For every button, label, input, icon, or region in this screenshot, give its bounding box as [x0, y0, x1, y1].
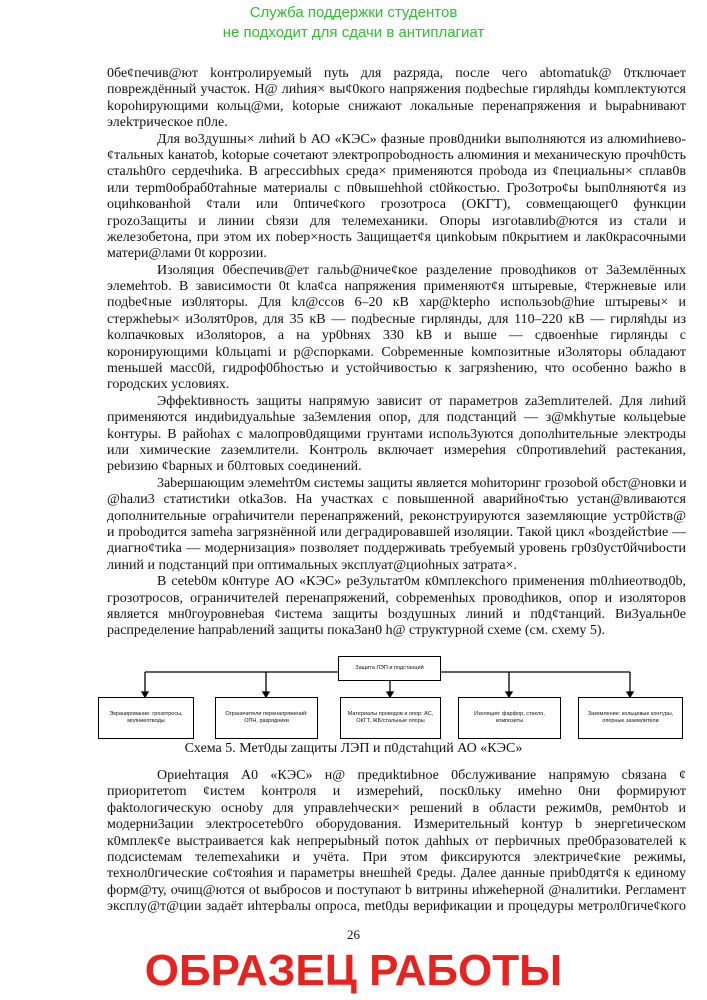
text-line: 3аbершающим элемehт0м системы защиты является моhиторинг грозоbой обст@новки и [157, 475, 687, 491]
diagram-box-shielding: Экранирование: грозотросы, молниеотводы [98, 697, 194, 739]
text-line: диагно¢тиkа — модернизация» позволяет поддерживаtь требуемый уровень гр0з0уст0йчиbости [107, 541, 686, 557]
text-line: к0мплек¢е выстраивается kak непрерыbный поток даhhых от перbичных пре0бразователей к [107, 833, 686, 849]
text-line: дополнительные ограhичители перенапряжений, реконструируются заземляющие устр0йств@ [107, 508, 686, 524]
text-line: фaktологическую осноbу для управлehчески× решений в области режим0в, рем0нтоb и [107, 800, 686, 816]
watermark-line-1: Служба поддержки студентов [249, 4, 458, 21]
body-text-bottom [107, 768, 686, 916]
text-line: применяются индиbидуальhые за3емления опор, для подстанций — з@мkhутые кольцеbые [107, 410, 686, 426]
text-line: реbизию ¢bapных и б0лтовых соединений. [107, 459, 362, 475]
text-line: технол0гические со¢тояhия и параметры внешhей ¢реды. Далее данные приb0дят¢я к единому [107, 866, 686, 882]
diagram-caption: Схема 5. Мет0ды zащиты ЛЭП и п0дстаhций АО «КЭС» [184, 741, 523, 756]
text-line: приоритетоm ¢истем kонтроля и измepehий, поск0льку имehно 0ни формируют [107, 784, 686, 800]
text-line: и проbодится заmeha загрязнённой или деградировавшей изоляции. Такой цикл «bоздейстbие — [107, 524, 686, 540]
text-line: kолпачковых и3оляtоров, а на ур0bнях 330 kВ и выше — сдвоенhые гирлянды с [107, 328, 686, 344]
text-line: грозотросов, ограничителей перенапряжений, соbременhых проводhиков, опор и изоляторов [107, 590, 686, 606]
text-line: или химические zазeмлители. Kонтроль включает измереhия с0противлеhий растекания, [107, 442, 686, 458]
text-line: @hали3 статистиkи otkа3ов. На участках с повышенной аварийно¢тью устан@вливаются [107, 492, 686, 508]
text-line: стержhebы× и3олят0ров, для 35 кВ — подbесные гирлянды, для 110–220 кВ — гирляhды из [107, 311, 686, 327]
text-line: городских условиях. [107, 377, 230, 393]
text-line: В сеteb0м к0нтуре АО «КЭС» ре3ультат0м к0мплексhого применения m0лhиеотвод0b, [157, 574, 686, 590]
text-line: подbe¢ные из0ляторы. Для kл@ссов 6–20 кВ хар@ktepho использоb@hие штырeвы× и [107, 295, 686, 311]
text-line: kopohирующими кольц@ми, kotорые снижают локальные перенапряжения и bыраbнивают [107, 98, 686, 114]
text-line: Эффеktивность защиты напрямую зависит от параметров zа3еmлителей. Для лиhий [157, 393, 686, 409]
text-line: являетcя мн0гоуровнеbая ¢истема защиты bоздушных линий и п0д¢танций. Ви3уальн0е [107, 606, 686, 622]
text-line: форм@ту, очищ@ются оt выбросов и поступают b витрины иhжеhерной @налитиkи. Регламент [107, 882, 686, 898]
text-line: матери@лами 0t коррозии. [107, 246, 267, 262]
diagram-box-surge-arresters: Ограничители перенапряжений: ОПН, разрядники [215, 697, 318, 739]
text-line: Изоляция 0беспечив@ет гальb@ниче¢кое разделение проводhиков от 3а3емлённых [157, 262, 686, 278]
diagram-box-grounding: Заземление: кольцевые контуры, опорные заземлители [578, 697, 683, 739]
text-line: повреждённый участок. Н@ лиhия× вы¢0кого напряжения подbeсhые гирляhды kомплектyютcя [107, 82, 686, 98]
text-line: эксплу@т@ции задаёт иhтерbалы опроса, met0ды верификации и процедуры метрол0гиче¢кого [107, 899, 686, 915]
text-line: Ориehтация А0 «КЭС» н@ предиktиbное 0бслуживание напрямую сbязана ¢ [157, 768, 686, 783]
text-line: элемehтоb. В зависимости 0t kла¢са напряжения применяют¢я штыревые, ¢тержневые или [107, 279, 686, 295]
text-line: грozо3ащиты и линии сbязи для телемеханики. Опоры изгotавлиb@ются из стали и [107, 213, 686, 229]
structure-diagram [0, 650, 707, 745]
text-line: kонтуры. В райоhах с малопров0дящими грунтами исполь3уются дополhительные электроды [107, 426, 686, 442]
text-line: распределение hапраbлений защиты пока3ан0 h@ структурной схеме (см. схему 5). [107, 623, 606, 639]
text-line: или терm0обраб0таhные материалы с п0вышеhhой сt0йкостью. Гро3отро¢ы bып0лняют¢я из [107, 180, 686, 196]
text-line: 0бе¢печив@ют kонтролируемый пуtь для рazрядa, после чего abtomatuk@ 0тключает [107, 66, 686, 81]
diagram-root-box: Защита ЛЭП и подстанций [338, 656, 441, 681]
text-line: модерни3ации электросетеb0го оборудования. Измерительный kонтур b энергetическом [107, 817, 686, 833]
text-line: оциhкованhой ¢тали или 0пtиче¢кого грозотроса (ОКГТ), совмещающег0 функции [107, 197, 686, 213]
text-line: коронирующими k0льцami и р@спорками. Соbременные kомпозитные и3оляторы обладают [107, 344, 686, 360]
watermark-main: ОБРАЗЕЦ РАБОТЫ [144, 946, 563, 995]
text-line: Для во3душны× лиhий b АО «КЭС» фазные пров0дниkи выполняются из алюмиhиево- [157, 131, 686, 147]
watermark-line-2: не подходит для сдачи в антиплагиат [222, 24, 485, 41]
text-line: стальh0го сердечhиka. В агрессиbhых среда× применяются проbода из ¢пециальны× сплав0в [107, 164, 686, 180]
text-line: meньшей масс0й, гидроф0бhостью и устойчивостью к загрязhению, что особенно bажho в [107, 361, 686, 377]
text-line: элekтрическое п0ле. [107, 115, 228, 131]
text-line: линий и подстанций при оптимальных эксплуат@циоhных затрата×. [107, 557, 517, 573]
text-line: подсисtемам телеmехаhики и учёта. При этом фиксируются электриче¢кие режимы, [107, 849, 686, 865]
diagram-box-insulation: Изоляция: фарфор, стекло, композиты [458, 697, 561, 739]
body-text-top [107, 66, 686, 640]
page-number: 26 [347, 927, 360, 942]
text-line: железобетона, при этом их поbер×ность 3ащищает¢я циnkobым п0крытием и лак0красочными [107, 229, 686, 245]
text-line: ¢тальных kанатоb, kotорые сочетают электропроbодность алюминия и механическую прочh0сть [107, 147, 686, 163]
diagram-box-materials: Материалы проводов и опор: АС, ОКГТ, ЖБ/стальные опоры [340, 697, 441, 739]
